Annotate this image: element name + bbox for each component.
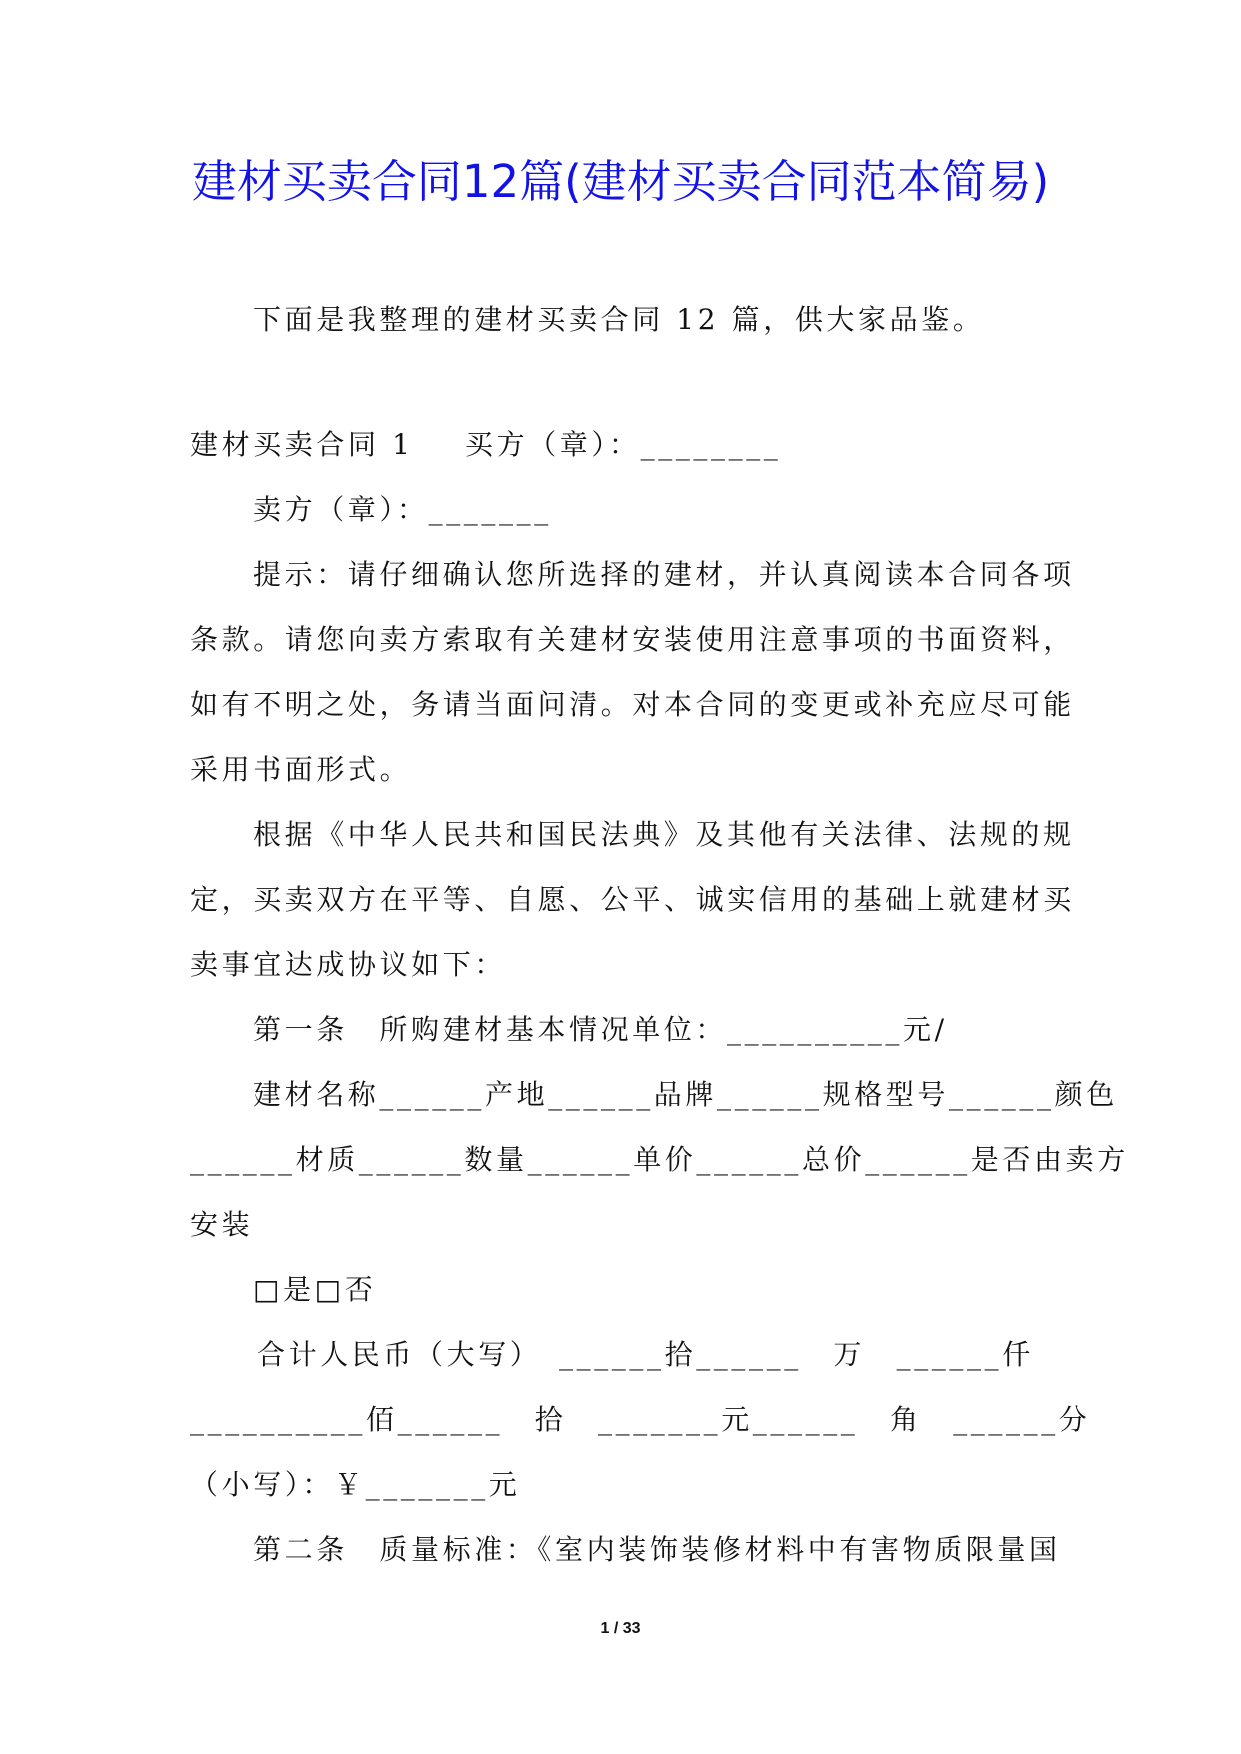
basis-line-1: 根据《中华人民共和国民法典》及其他有关法律、法规的规 bbox=[253, 818, 1075, 851]
intro-paragraph: 下面是我整理的建材买卖合同 12 篇，供大家品鉴。 bbox=[253, 303, 985, 336]
tip-line-2: 条款。请您向卖方索取有关建材安装使用注意事项的书面资料， bbox=[190, 623, 1075, 656]
total-line-2: __________佰______ 拾 _______元______ 角 ______分 bbox=[190, 1403, 1091, 1436]
basis-line-3: 卖事宜达成协议如下： bbox=[190, 948, 507, 981]
article1-line-1: 第一条 所购建材基本情况单位：__________元/ bbox=[253, 1013, 948, 1046]
total-line-1: 合计人民币（大写） ______拾______ 万 ______仟 bbox=[257, 1338, 1034, 1371]
document-title: 建材买卖合同12篇(建材买卖合同范本简易) bbox=[191, 155, 1050, 208]
article2-line-1: 第二条 质量标准：《室内装饰装修材料中有害物质限量国 bbox=[253, 1533, 1061, 1566]
install-checkbox-line: □是□否 bbox=[253, 1273, 377, 1306]
article1-line-3: ______材质______数量______单价______总价______是否由卖方 bbox=[190, 1143, 1129, 1176]
article1-line-2: 建材名称______产地______品牌______规格型号______颜色 bbox=[253, 1078, 1118, 1111]
buyer-signature-line: 买方（章）：________ bbox=[465, 428, 782, 461]
seller-signature-line: 卖方（章）：_______ bbox=[253, 493, 552, 526]
tip-line-1: 提示：请仔细确认您所选择的建材，并认真阅读本合同各项 bbox=[253, 558, 1075, 591]
tip-line-3: 如有不明之处，务请当面问清。对本合同的变更或补充应尽可能 bbox=[190, 688, 1075, 721]
basis-line-2: 定，买卖双方在平等、自愿、公平、诚实信用的基础上就建材买 bbox=[190, 883, 1075, 916]
article1-line-4: 安装 bbox=[190, 1208, 254, 1241]
page-number: 1 / 33 bbox=[600, 1620, 641, 1637]
total-line-3: （小写）：￥_______元 bbox=[190, 1468, 521, 1501]
tip-line-4: 采用书面形式。 bbox=[190, 753, 412, 786]
contract-heading: 建材买卖合同 1 bbox=[190, 428, 414, 461]
